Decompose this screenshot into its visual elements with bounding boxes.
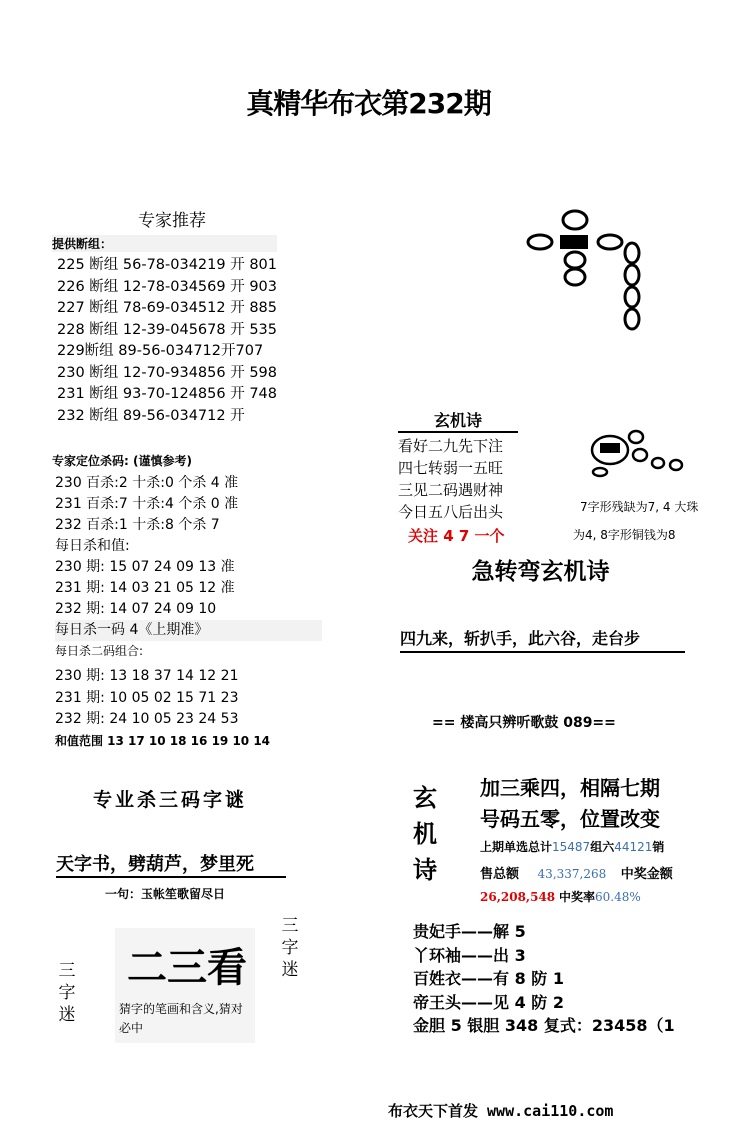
kill-pair-line: 230 期: 13 18 37 14 12 21 [55, 668, 239, 684]
page-title: 真精华布衣第232期 [246, 87, 491, 120]
xuanji-prize-value: 26,208,548 [480, 890, 556, 904]
expert-provider: 提供断组： [52, 235, 277, 252]
mystic-poem-line: 三见二码遇财神 [398, 481, 504, 499]
xuanji-stats [480, 838, 710, 855]
riddle-line: 天字书，劈葫芦，梦里死 [56, 850, 286, 878]
xuanji-stats-suffix: 销 [652, 840, 665, 854]
kill-pair-line: 232 期: 24 10 05 23 24 53 [55, 711, 239, 727]
expert-line: 229断组 89-56-034712开707 [57, 343, 264, 359]
kill-position-line: 231 百杀:7 十杀:4 个杀 0 准 [55, 496, 239, 512]
riddle-sentence: 一句：玉帐笙歌留尽日 [105, 887, 226, 901]
bottom-hint-line: 贵妃手——解 5 [413, 922, 526, 941]
bottom-hint-final: 金胆 5 银胆 348 复式：23458（1 [413, 1016, 675, 1035]
kill-sum-heading: 每日杀和值: [55, 538, 130, 554]
xuanji-stats-prefix: 上期单选总计 [480, 840, 553, 854]
riddle-left-label: 三字迷 [58, 961, 76, 1025]
expert-line: 226 断组 12-78-034569 开 903 [57, 278, 278, 295]
expert-section [52, 206, 292, 427]
expert-line: 225 断组 56-78-034219 开 801 [57, 257, 278, 273]
kill-sum-line: 231 期: 14 03 21 05 12 准 [55, 580, 235, 596]
mystic-poem-heading: 玄机诗 [398, 408, 518, 433]
kill-sum-line: 230 期: 15 07 24 09 13 准 [55, 559, 235, 575]
expert-heading: 专家推荐 [138, 211, 206, 231]
mystic-note-1: 7字形残缺为7, 4 大珠 [580, 500, 699, 514]
xuanji-prize-label: 中奖金额 [620, 867, 673, 882]
mystic-poem-line: 看好二九先下注 [398, 437, 504, 455]
expert-line: 230 断组 12-70-934856 开 598 [57, 364, 278, 381]
riddle-hint: 猜字的笔画和含义,猜对必中 [119, 1002, 243, 1035]
mystic-poem-line: 今日五八后出头 [398, 503, 504, 521]
expert-line: 228 断组 12-39-045678 开 535 [57, 321, 278, 338]
kill-pair-line: 231 期: 10 05 02 15 71 23 [55, 689, 239, 706]
kill-sum-line: 232 期: 14 07 24 09 10 [55, 601, 217, 617]
building-line: == 楼高只辨听歌鼓 089== [432, 715, 616, 731]
bottom-hints [413, 920, 675, 1038]
turn-poem-heading: 急转弯玄机诗 [471, 559, 610, 585]
xuanji-sales [480, 863, 710, 882]
xuanji-line-1: 加三乘四，相隔七期 [480, 776, 660, 800]
xuanji-rate-value: 60.48% [595, 890, 641, 904]
kill-section [52, 452, 322, 752]
mystic-poem-section [398, 408, 538, 546]
kill-position-line: 230 百杀:2 十杀:0 个杀 4 准 [55, 475, 239, 491]
mystic-poem-line: 四七转弱一五旺 [398, 459, 504, 477]
expert-line: 231 断组 93-70-124856 开 748 [57, 386, 278, 402]
riddle-art-box [115, 928, 255, 1043]
expert-lines [57, 255, 292, 427]
expert-line: 232 断组 89-56-034712 开 [57, 407, 245, 424]
xuanji-stats-count2: 44121 [614, 840, 653, 854]
riddle-right-label: 三字迷 [281, 916, 299, 980]
xuanji-stats-mid: 组六 [590, 840, 615, 854]
xuanji-rate-label: 中奖率 [558, 890, 595, 904]
kill-position-line: 232 百杀:1 十杀:8 个杀 7 [55, 517, 220, 533]
mystic-poem-focus: 关注 4 7 一个 [408, 527, 505, 545]
mystic-note-2: 为4, 8字形铜钱为8 [573, 528, 676, 542]
xuanji-sales-value: 43,337,268 [537, 867, 607, 881]
bottom-hint-line: 丫环袖——出 3 [413, 945, 526, 965]
xuanji-label: 玄机诗 [413, 784, 437, 884]
footer: 布衣天下首发 www.cai110.com [388, 1102, 614, 1120]
riddle-art-text: 二三看 [127, 944, 247, 991]
xuanji-section [480, 772, 710, 905]
kill-one-code: 每日杀一码 4《上期准》 [55, 620, 322, 641]
turn-poem-line: 四九来，斩扒手，此六谷，走台步 [400, 626, 685, 653]
bottom-hint-line: 帝王头——见 4 防 2 [413, 992, 564, 1012]
riddle-heading: 专业杀三码字谜 [92, 789, 247, 811]
kill-range-line: 和值范围 13 17 10 18 16 19 10 14 [55, 733, 271, 748]
kill-heading: 专家定位杀码: (谨慎参考) [52, 454, 192, 468]
xuanji-rate [480, 888, 710, 905]
xuanji-stats-count: 15487 [552, 840, 591, 854]
xuanji-line-2: 号码五零，位置改变 [480, 807, 660, 831]
expert-line: 227 断组 78-69-034512 开 885 [57, 300, 278, 316]
bottom-hint-line: 百姓衣——有 8 防 1 [413, 969, 564, 988]
xuanji-sales-label: 售总额 [480, 867, 520, 882]
coin-diagram [520, 205, 650, 340]
coin-diagram-small [588, 425, 688, 480]
kill-pair-heading: 每日杀二码组合: [55, 644, 144, 658]
